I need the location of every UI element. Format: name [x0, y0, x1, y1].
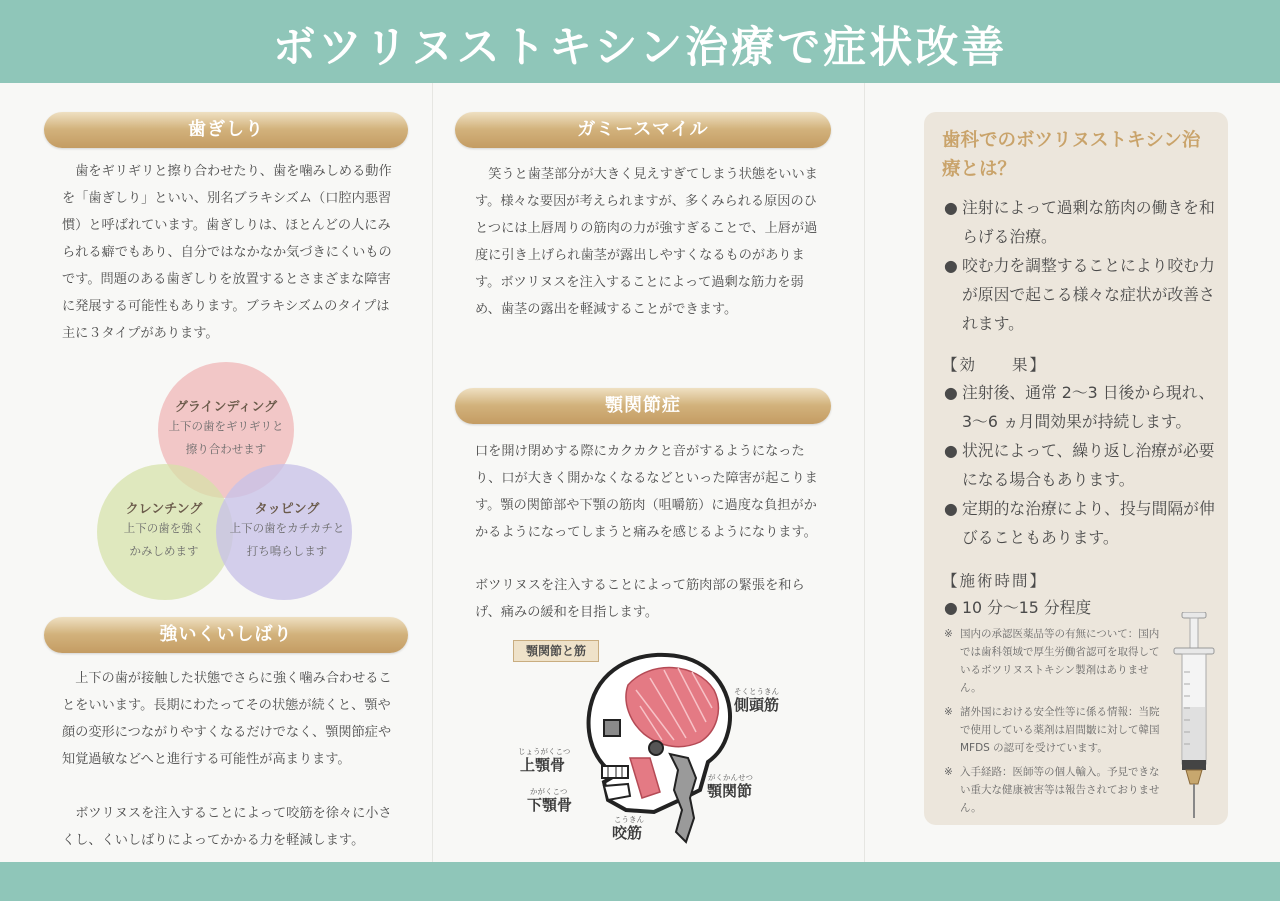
note-text: 国内の承認医薬品等の有無について：国内では歯科領域で厚生労働省認可を取得しているボツリヌストキシン製剤はありません。 [960, 628, 1160, 694]
syringe-icon [1168, 612, 1220, 820]
ruby-temporalis: そくとうきん [734, 687, 779, 696]
time-heading: 【施術時間】 [942, 572, 1048, 590]
label-joint: 顎関節 [707, 782, 753, 800]
bruxism-body: 歯をギリギリと擦り合わせたり、歯を噛みしめる動作を「歯ぎしり」といい、別名ブラキシズム（口腔内悪習慣）と呼ばれています。歯ぎしりは、ほとんどの人にみられる癖でもあり、自分ではなかなか気づきにくいものです。問題のある歯ぎしりを放置するとさまざまな障害に発展する可能性もあります。ブラキシズムのタイプは主に３タイプがあります。 [62, 164, 392, 341]
bullet-mark: ● [944, 256, 958, 275]
bullet-text: 注射後、通常 2〜3 日後から現れ、3〜6 ヵ月間効果が持続します。 [962, 383, 1215, 431]
type-desc: 擦り合わせます [185, 442, 267, 456]
effects-heading: 【効 果】 [942, 356, 1048, 374]
figure-label: 顎関節と筋 [513, 640, 599, 662]
tmj-body-2: ボツリヌスを注入することによって筋肉部の緊張を和らげ、痛みの緩和を目指します。 [475, 578, 805, 620]
clenching-body-2: ボツリヌスを注入することによって咬筋を徐々に小さくし、くいしばりによってかかる力を軽減します。 [62, 806, 392, 848]
clenching-body-1: 上下の歯が接触した状態でさらに強く噛み合わせることをいいます。長期にわたってその状態が続くと、顎や顔の変形につながりやすくなるだけでなく、顎関節症や知覚過敏などへと進行する可能性が高まります。 [62, 671, 392, 767]
bullet-text: 状況によって、繰り返し治療が必要になる場合もあります。 [962, 441, 1215, 489]
gummy-body: 笑うと歯茎部分が大きく見えすぎてしまう状態をいいます。様々な要因が考えられますが、多くみられる原因のひとつには上唇周りの筋肉の力が強すぎることで、上唇が過度に引き上げられ歯茎が露出しやすくなるものがあります。ボツリヌスを注入することによって過剰な筋力を弱め、歯茎の露出を軽減することができます。 [475, 167, 818, 317]
bullet-mark: ● [944, 441, 958, 460]
bullet-text: 注射によって過剰な筋肉の働きを和らげる治療。 [962, 198, 1215, 246]
label-temporalis: 側頭筋 [734, 696, 780, 714]
bullet-text: 10 分〜15 分程度 [962, 598, 1092, 617]
type-desc: 上下の歯をカチカチと [229, 521, 345, 535]
ruby-masseter: こうきん [614, 815, 644, 824]
fold-line [864, 83, 865, 862]
ruby-maxilla: じょうがくこつ [518, 747, 571, 756]
note-mark: ※ [944, 628, 953, 640]
tmj-body-1: 口を開け閉めする際にカクカクと音がするようになったり、口が大きく開かなくなるなどといった障害が起こります。顎の関節部や下顎の筋肉（咀嚼筋）に過度な負担がかかるようになってしまうと痛みを感じるようになります。 [475, 444, 818, 540]
note-text: 入手経路：医師等の個人輸入。予見できない重大な健康被害等は報告されておりません。 [960, 766, 1160, 814]
sidebar-bullet [944, 251, 1219, 338]
heading-gummy-smile: ガミースマイル [455, 112, 831, 148]
fold-line [432, 83, 433, 862]
label-maxilla: 上顎骨 [520, 756, 566, 774]
heading-bruxism: 歯ぎしり [44, 112, 408, 148]
bullet-text: 咬む力を調整することにより咬む力が原因で起こる様々な症状が改善されます。 [962, 256, 1215, 333]
note-mark: ※ [944, 766, 953, 778]
ruby-joint: がくかんせつ [708, 773, 753, 782]
type-desc: 上下の歯をギリギリと [168, 419, 284, 433]
effect-bullet [944, 436, 1219, 494]
bullet-mark: ● [944, 499, 958, 518]
skull-illustration [578, 650, 738, 845]
label-masseter: 咬筋 [612, 824, 643, 842]
type-name: クレンチング [125, 502, 203, 517]
sidebar-title: 歯科でのボツリヌストキシン治療とは？ [942, 130, 1201, 180]
footer-band [0, 862, 1280, 901]
bullet-mark: ● [944, 383, 958, 402]
type-clenching [105, 498, 223, 563]
type-tapping [220, 498, 354, 563]
type-desc: かみしめます [129, 544, 199, 558]
type-name: グラインディング [174, 400, 278, 415]
type-desc: 上下の歯を強く [123, 521, 205, 535]
sidebar-bullet [944, 193, 1219, 251]
type-desc: 打ち鳴らします [246, 544, 328, 558]
label-mandible: 下顎骨 [527, 796, 573, 814]
page-title: ボツリヌストキシン治療で症状改善 [272, 23, 1008, 73]
heading-clenching: 強いくいしばり [44, 617, 408, 653]
note-item [944, 625, 1160, 697]
bullet-mark: ● [944, 198, 958, 217]
type-grinding [150, 396, 302, 461]
effect-bullet [944, 378, 1219, 436]
ruby-mandible: かがくこつ [530, 787, 568, 796]
bullet-text: 定期的な治療により、投与間隔が伸びることもあります。 [962, 499, 1215, 547]
note-text: 諸外国における安全性等に係る情報：当院で使用している薬剤は眉間皺に対して韓国 MFDS の認可を受けています。 [960, 706, 1160, 754]
type-name: タッピング [254, 502, 320, 517]
note-item [944, 703, 1160, 757]
note-item [944, 763, 1160, 817]
bullet-mark: ● [944, 598, 958, 617]
heading-tmj: 顎関節症 [455, 388, 831, 424]
note-mark: ※ [944, 706, 953, 718]
effect-bullet [944, 494, 1219, 552]
time-bullet [944, 593, 1164, 622]
